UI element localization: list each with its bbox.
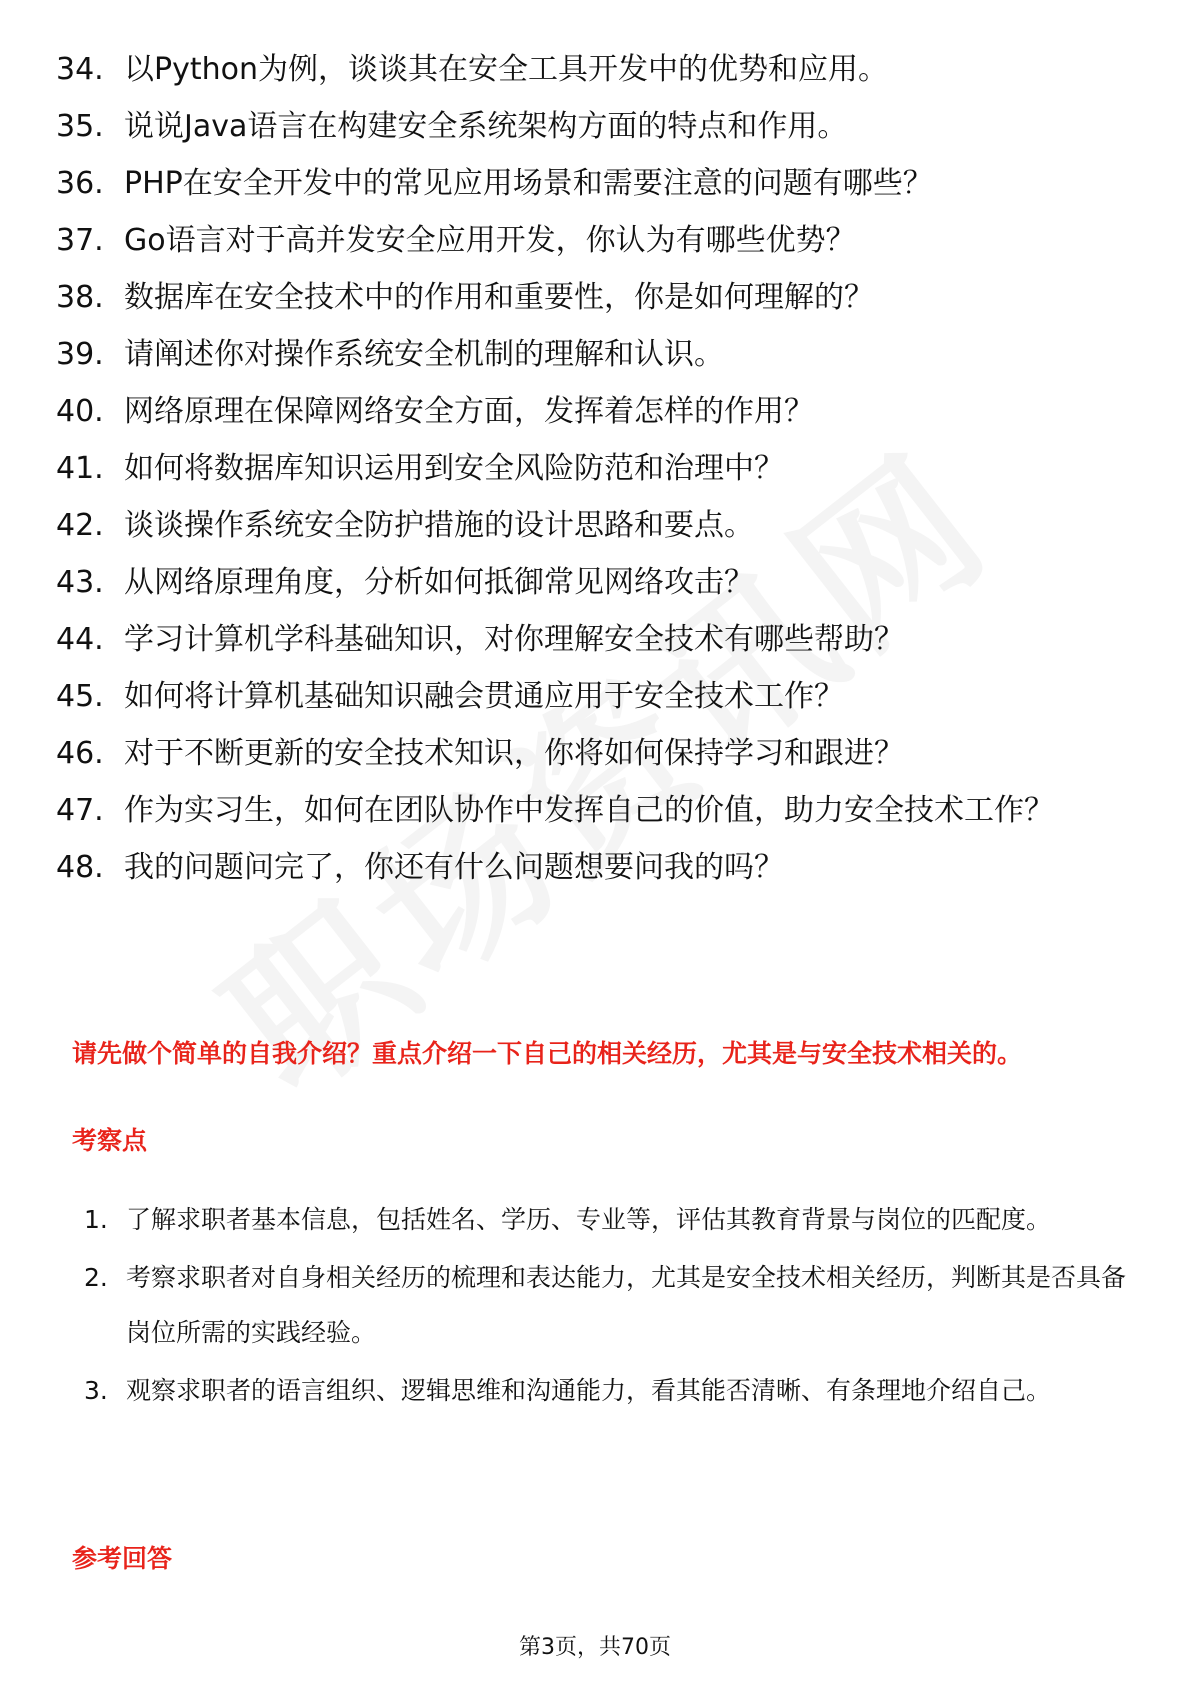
point-number: 1. (84, 1205, 108, 1234)
question-text: 如何将数据库知识运用到安全风险防范和治理中？ (124, 451, 784, 486)
question-item (56, 392, 1136, 432)
question-item (56, 506, 1136, 546)
question-number: 46. (56, 736, 104, 771)
question-list (56, 50, 1136, 905)
question-heading: 请先做个简单的自我介绍？重点介绍一下自己的相关经历，尤其是与安全技术相关的。 (72, 1039, 1023, 1068)
question-item (56, 221, 1136, 261)
point-text: 了解求职者基本信息，包括姓名、学历、专业等，评估其教育背景与岗位的匹配度。 (126, 1205, 1052, 1234)
question-text: 我的问题问完了，你还有什么问题想要问我的吗？ (124, 850, 784, 885)
question-item (56, 791, 1136, 831)
page-footer: 第3页，共70页 (519, 1635, 671, 1660)
question-number: 34. (56, 52, 104, 87)
point-text: 考察求职者对自身相关经历的梳理和表达能力，尤其是安全技术相关经历，判断其是否具备岗位所需的实践经验。 (126, 1263, 1127, 1347)
question-number: 40. (56, 394, 104, 429)
question-item (56, 449, 1136, 489)
question-item (56, 620, 1136, 660)
question-text: 说说Java语言在构建安全系统架构方面的特点和作用。 (124, 109, 848, 144)
question-number: 44. (56, 622, 104, 657)
question-item (56, 50, 1136, 90)
question-number: 42. (56, 508, 104, 543)
question-text: PHP在安全开发中的常见应用场景和需要注意的问题有哪些？ (124, 166, 933, 201)
question-item (56, 335, 1136, 375)
assessment-point (84, 1250, 1134, 1360)
question-number: 43. (56, 565, 104, 600)
question-item (56, 278, 1136, 318)
question-number: 39. (56, 337, 104, 372)
question-item (56, 164, 1136, 204)
question-number: 47. (56, 793, 104, 828)
question-number: 37. (56, 223, 104, 258)
question-text: 网络原理在保障网络安全方面，发挥着怎样的作用？ (124, 394, 814, 429)
assessment-point (84, 1192, 1134, 1247)
question-text: 以Python为例，谈谈其在安全工具开发中的优势和应用。 (124, 52, 888, 87)
question-number: 45. (56, 679, 104, 714)
reference-answer-title: 参考回答 (72, 1544, 173, 1573)
assessment-title: 考察点 (72, 1126, 148, 1155)
question-text: 如何将计算机基础知识融会贯通应用于安全技术工作？ (124, 679, 844, 714)
question-text: 从网络原理角度，分析如何抵御常见网络攻击？ (124, 565, 754, 600)
question-item (56, 677, 1136, 717)
question-text: Go语言对于高并发安全应用开发，你认为有哪些优势？ (124, 223, 856, 258)
point-number: 2. (84, 1263, 108, 1292)
question-text: 数据库在安全技术中的作用和重要性，你是如何理解的？ (124, 280, 874, 315)
question-item (56, 107, 1136, 147)
point-number: 3. (84, 1376, 108, 1405)
question-text: 对于不断更新的安全技术知识，你将如何保持学习和跟进？ (124, 736, 904, 771)
question-text: 请阐述你对操作系统安全机制的理解和认识。 (124, 337, 724, 372)
question-text: 谈谈操作系统安全防护措施的设计思路和要点。 (124, 508, 754, 543)
question-item (56, 734, 1136, 774)
question-text: 作为实习生，如何在团队协作中发挥自己的价值，助力安全技术工作？ (124, 793, 1054, 828)
question-number: 36. (56, 166, 104, 201)
question-item (56, 563, 1136, 603)
question-number: 38. (56, 280, 104, 315)
assessment-points (84, 1192, 1134, 1421)
question-text: 学习计算机学科基础知识，对你理解安全技术有哪些帮助？ (124, 622, 904, 657)
question-number: 48. (56, 850, 104, 885)
assessment-point (84, 1363, 1134, 1418)
point-text: 观察求职者的语言组织、逻辑思维和沟通能力，看其能否清晰、有条理地介绍自己。 (126, 1376, 1052, 1405)
question-number: 41. (56, 451, 104, 486)
question-item (56, 848, 1136, 888)
question-number: 35. (56, 109, 104, 144)
